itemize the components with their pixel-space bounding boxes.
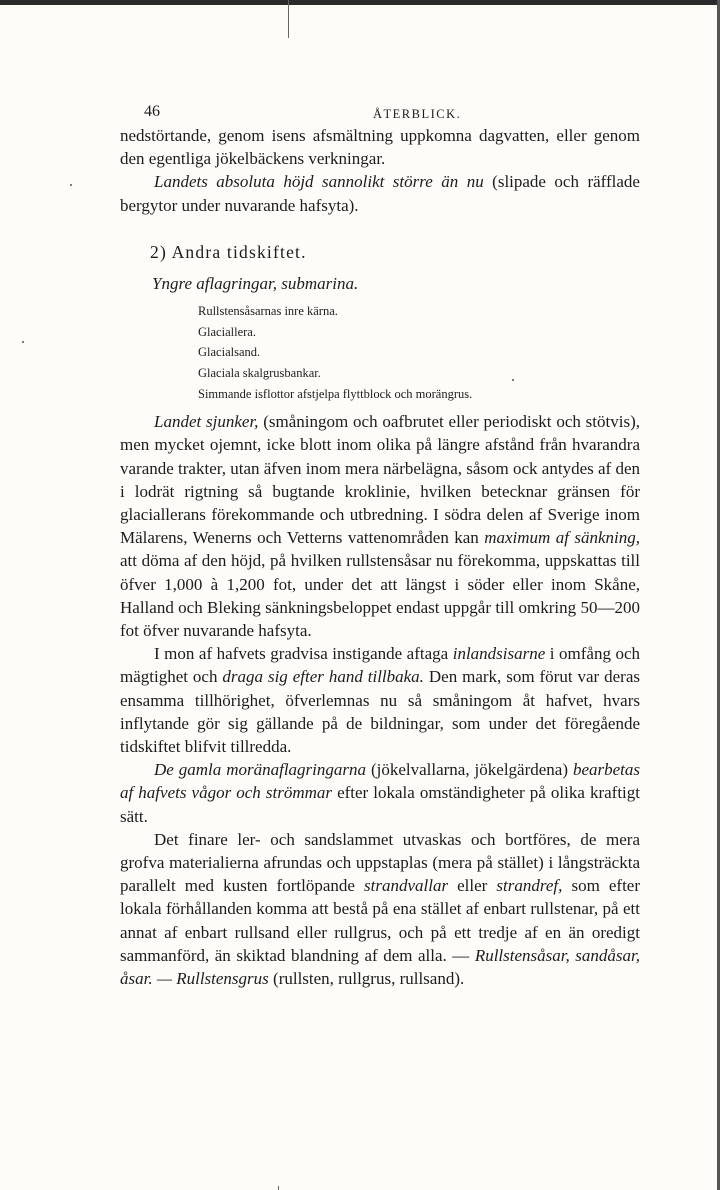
dust-speck (22, 341, 24, 343)
page-header (120, 100, 640, 122)
list-item: Rullstensåsarnas inre kärna. (198, 304, 338, 319)
dust-speck (70, 184, 72, 186)
list-item: Glaciala skalgrusbankar. (198, 366, 321, 380)
list-item: Glacialsand. (198, 345, 261, 360)
scan-bottom-mark (278, 1186, 279, 1190)
page-number: 46 (144, 103, 160, 120)
paragraph-text: (slipade och räfflade bergytor under nuvarande hafsyta). (120, 172, 640, 215)
scan-fold-mark (288, 0, 289, 38)
paragraph-moranaflagringar: De gamla moränaflagringarna (jökelvallarna, jökelgärdena) bearbetas af hafvets vågor och strömmar efter lokala omständigheter på olika kraftigt sätt. (120, 760, 640, 826)
list-item: Glaciallera. (198, 324, 256, 339)
section-heading: 2) Andra tidskiftet. (150, 241, 307, 262)
list-item: Simmande isflottor afstjelpa flyttblock och morängrus. (198, 386, 473, 401)
paragraph-landets-hojd (120, 170, 640, 216)
italic-phrase: Landets absoluta höjd sannolikt större än nu (154, 172, 484, 192)
paragraph-inlandsisarne: I mon af hafvets gradvisa instigande aftaga inlandsisarne i omfång och mägtighet och draga sig efter hand tillbaka. Den mark, som förut var deras ensamma tillhörighet, öfverlemnas nu så småningom åt hafvet, hvars inflytande gör sig gällande på de bildningar, som under det föregående tidskiftet blifvit tillredda. (120, 644, 640, 757)
paragraph-continuation: nedstörtande, genom isens afsmältning uppkomna dagvatten, eller genom den egentliga jökelbäckens verkningar. (120, 126, 640, 169)
paragraph-strandvallar: Det finare ler- och sandslammet utvaskas och bortföres, de mera grofva materialierna afrundas och uppstaplas (mera på stället) i långsträckta parallelt med kusten fortlöpande strandvallar eller strandref, som efter lokala förhållanden komma att bestå på ena stället af enbart rullstenar, på ett annat af enbart rullsand eller rullgrus, och på ett tredje af en än oredigt sammanförd, än skiktad blandning af dem alla. — Rullstensåsar, sandåsar, åsar. — Rullstensgrus (rullsten, rullgrus, rullsand). (120, 829, 640, 989)
deposit-list (198, 301, 640, 404)
book-page (120, 100, 640, 990)
running-title: ÅTERBLICK. (373, 107, 462, 121)
paragraph-landet-sjunker: Landet sjunker, (småningom och oafbrutet eller periodiskt och stötvis), men mycket ojemnt, icke blott inom olika på längre afstånd från hvarandra varande trakter, utan äfven inom mera närbelägna, såsom ock antydes af den i lodrät rigtning så bugtande kroklinie, hvilken betecknar gränsen för glaciallerans förekommande och utbredning. I södra delen af Sverige inom Mälarens, Wenerns och Vetterns vattenområden kan maximum af sänkning, att döma af den höjd, på hvilken rullstensåsar nu förekomma, uppskattas till öfver 1,000 à 1,200 fot, under det att längst i söder eller inom Skåne, Halland och Bleking sänkningsbeloppet endast uppgår till omkring 50—200 fot öfver nuvarande hafsyta. (120, 412, 640, 641)
scan-top-edge (0, 0, 720, 5)
section-subheading: Yngre aflagringar, submarina. (152, 274, 359, 294)
